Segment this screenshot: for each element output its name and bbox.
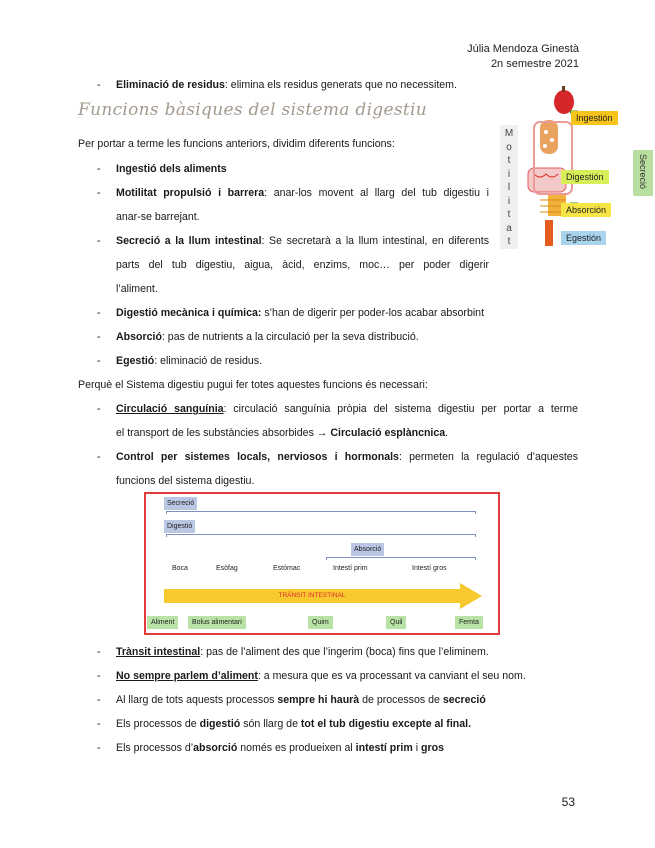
stage-label: Bolus alimentari [188, 616, 246, 629]
page-number: 53 [561, 795, 575, 809]
motilitat-label: M o t i l i t a t [500, 125, 518, 249]
organ-label: Intestí gros [412, 565, 447, 572]
list-item: Ingestió dels aliments [116, 163, 227, 175]
list-item: Control per sistemes locals, nerviosos i hormonals: permeten la regulació d’aquestes [116, 451, 578, 463]
bullet-dash: - [97, 79, 101, 91]
digestive-system-illustration [518, 82, 628, 252]
list-item: Motilitat propulsió i barrera: anar-los movent al llarg del tub digestiu i [116, 187, 489, 199]
list-item: Absorció: pas de nutrients a la circulació per la seva distribució. [116, 331, 419, 343]
organ-label: Intestí prim [333, 565, 368, 572]
organ-label: Esòfag [216, 565, 238, 572]
bullet-dash: - [97, 451, 101, 463]
bullet-dash: - [97, 694, 101, 706]
bullet-dash: - [97, 355, 101, 367]
requirements-intro: Perquè el Sistema digestiu pugui fer totes aquestes funcions és necessari: [78, 379, 428, 391]
stage-label: Femta [455, 616, 483, 629]
list-item-continuation: l’aliment. [116, 283, 158, 295]
organ-label: Boca [172, 565, 188, 572]
stage-label: Quil [386, 616, 406, 629]
list-item-continuation: funcions del sistema digestiu. [116, 475, 255, 487]
phase-label: Absorció [351, 543, 384, 556]
list-item: Egestió: eliminació de residus. [116, 355, 263, 367]
phase-bar [166, 511, 476, 514]
header-author: Júlia Mendoza Ginestà [467, 43, 579, 55]
secrecio-tab: Secreció [633, 150, 653, 196]
list-item-continuation: parts del tub digestiu, aigua, àcid, enzims, moc… per poder digerir [116, 259, 489, 271]
transit-label: TRÀNSIT INTESTINAL [278, 592, 346, 599]
phase-bar [166, 534, 476, 537]
label-absorption: Absorción [561, 203, 611, 217]
phase-bar [326, 557, 476, 560]
bullet-dash: - [97, 403, 101, 415]
list-item: Digestió mecànica i química: s’han de digerir per poder-los acabar absorbint [116, 307, 485, 319]
bullet-dash: - [97, 187, 101, 199]
list-item: Eliminació de residus: elimina els residus generats que no necessitem. [116, 79, 457, 91]
list-item: Secreció a la llum intestinal: Se secretarà a la llum intestinal, en diferents [116, 235, 490, 247]
phase-label: Secreció [164, 497, 197, 510]
list-item: Trànsit intestinal: pas de l’aliment des que l’ingerim (boca) fins que l’eliminem. [116, 646, 489, 658]
section-title: Funcions bàsiques del sistema digestiu [78, 100, 427, 120]
bullet-dash: - [97, 718, 101, 730]
header-semester: 2n semestre 2021 [490, 58, 579, 70]
list-item-continuation: anar-se barrejant. [116, 211, 200, 223]
bullet-dash: - [97, 742, 101, 754]
organ-label: Estómac [273, 565, 301, 572]
bullet-dash: - [97, 307, 101, 319]
list-item: Els processos d’absorció només es produeixen al intestí prim i gros [116, 742, 444, 754]
list-item-continuation: el transport de les substàncies absorbides → Circulació esplàncnica. [116, 427, 449, 439]
label-egestion: Egestión [561, 231, 606, 245]
phase-label: Digestió [164, 520, 195, 533]
intro-text: Per portar a terme les funcions anteriors, dividim diferents funcions: [78, 138, 395, 150]
digestive-transit-diagram [144, 492, 500, 635]
list-item: Circulació sanguínia: circulació sanguínia pròpia del sistema digestiu per portar a terme [116, 403, 578, 415]
bullet-dash: - [97, 646, 101, 658]
list-item: Els processos de digestió són llarg de tot el tub digestiu excepte al final. [116, 718, 472, 730]
stage-label: Quim [308, 616, 333, 629]
bullet-dash: - [97, 670, 101, 682]
bullet-dash: - [97, 331, 101, 343]
bullet-dash: - [97, 235, 101, 247]
label-digestion: Digestión [561, 170, 609, 184]
list-item: Al llarg de tots aquests processos sempre hi haurà de processos de secreció [116, 694, 486, 706]
bullet-dash: - [97, 163, 101, 175]
list-item: No sempre parlem d’aliment: a mesura que es va processant va canviant el seu nom. [116, 670, 526, 682]
stage-label: Aliment [147, 616, 178, 629]
label-ingestion: Ingestión [571, 111, 618, 125]
